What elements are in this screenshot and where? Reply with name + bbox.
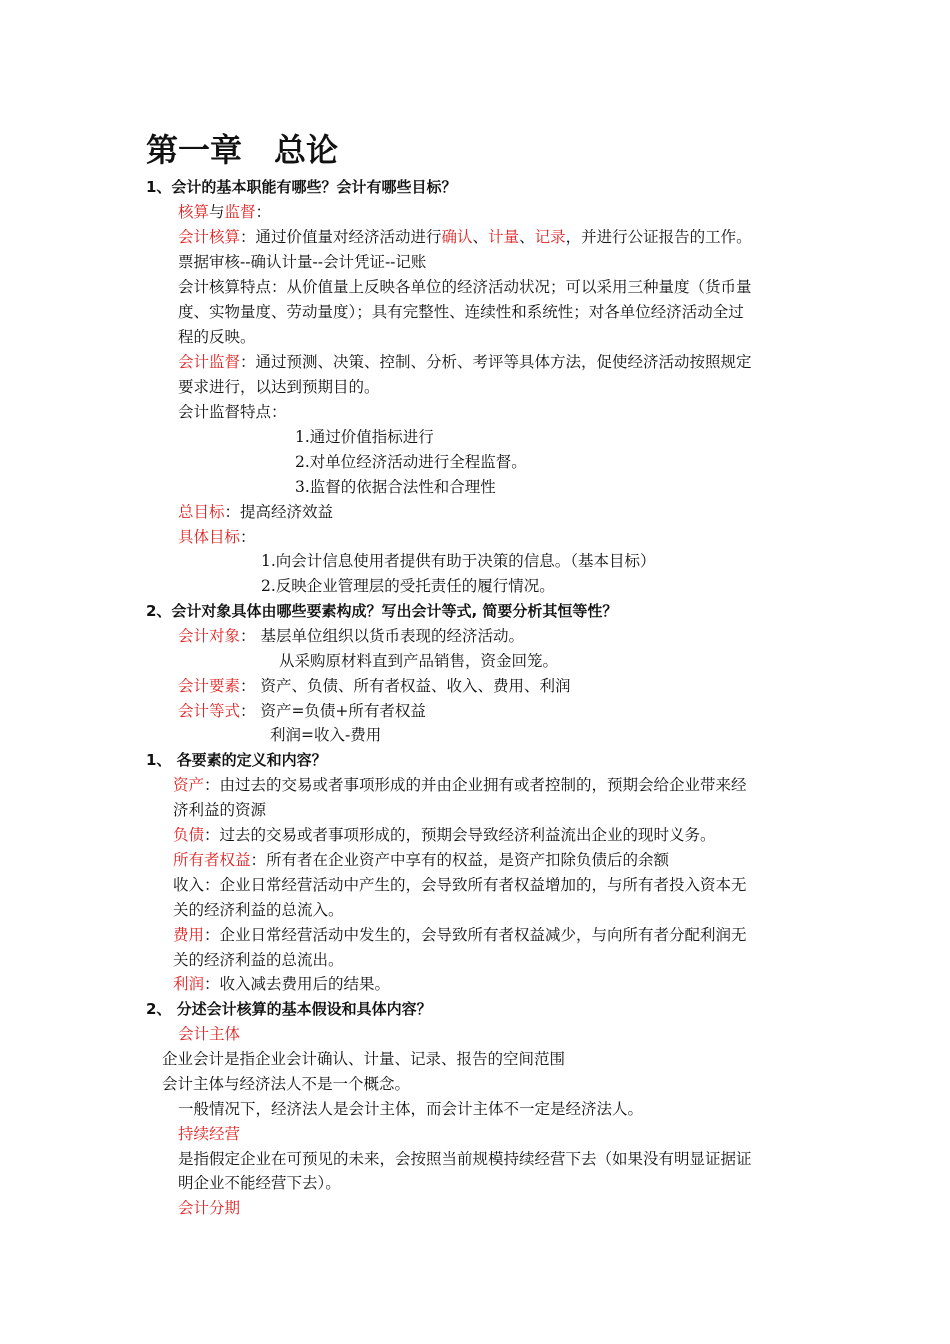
q1-line-15: 1.向会计信息使用者提供有助于决策的信息。（基本目标） <box>261 552 656 570</box>
term-hesuan: 核算 <box>178 203 210 221</box>
text: ： <box>255 203 272 221</box>
q1-line-8: 要求进行，以达到预期目的。 <box>178 378 380 396</box>
q2-line-1 <box>178 625 524 647</box>
q4-line-4: 一般情况下，经济法人是会计主体，而会计主体不一定是经济法人。 <box>178 1100 644 1118</box>
q1-line-9: 会计监督特点： <box>178 403 287 421</box>
text: 与 <box>209 203 225 221</box>
q2-line-5: 利润=收入-费用 <box>270 726 382 744</box>
q3-line-4 <box>173 849 669 871</box>
q1-line-5: 度、实物量度、劳动量度）；具有完整性、连续性和系统性；对各单位经济活动全过 <box>178 303 744 321</box>
q1-line-6: 程的反映。 <box>178 328 256 346</box>
q2-line-3 <box>178 675 570 697</box>
q1-line-3: 票据审核--确认计量--会计凭证--记账 <box>178 253 427 271</box>
term-zong-mubiao: 总目标 <box>178 503 225 521</box>
q1-line-10: 1.通过价值指标进行 <box>295 428 434 446</box>
text: ：由过去的交易或者事项形成的并由企业拥有或者控制的，预期会给企业带来经 <box>204 776 747 794</box>
q3-line-7 <box>173 924 747 946</box>
q4-line-7: 明企业不能经营下去）。 <box>178 1174 341 1192</box>
text: ：通过价值量对经济活动进行 <box>240 228 442 246</box>
q4-line-6: 是指假定企业在可预见的未来，会按照当前规模持续经营下去（如果没有明显证据证 <box>178 1150 752 1168</box>
q1-line-13 <box>178 501 333 523</box>
q3-line-1 <box>173 774 747 796</box>
q1-line-4: 会计核算特点：从价值量上反映各单位的经济活动状况；可以采用三种量度（货币量 <box>178 278 752 296</box>
text: 、 <box>519 228 535 246</box>
question-4-heading: 2、 分述会计核算的基本假设和具体内容？ <box>146 1000 432 1018</box>
term-suoyouzhe-quanyi: 所有者权益 <box>173 851 251 869</box>
term-feiyong: 费用 <box>173 926 205 944</box>
q1-line-16: 2.反映企业管理层的受托责任的履行情况。 <box>261 577 555 595</box>
term-zichan: 资产 <box>173 776 205 794</box>
text: 、 <box>472 228 489 246</box>
q3-line-2: 济利益的资源 <box>173 801 267 819</box>
q1-line-14 <box>178 526 256 548</box>
q4-line-3: 会计主体与经济法人不是一个概念。 <box>162 1075 411 1093</box>
text: ： 资产=负债+所有者权益 <box>240 702 426 720</box>
text: ：收入减去费用后的结果。 <box>204 975 391 993</box>
term-kuaiji-yaosu: 会计要素 <box>178 677 241 695</box>
question-1-heading: 1、会计的基本职能有哪些？会计有哪些目标？ <box>146 178 457 196</box>
term-fuzhai: 负债 <box>173 826 205 844</box>
q3-line-3 <box>173 824 716 846</box>
q4-line-1: 会计主体 <box>178 1025 241 1043</box>
q2-line-2: 从采购原材料直到产品销售，资金回笼。 <box>279 652 559 670</box>
q3-line-9 <box>173 973 390 995</box>
text: ： 基层单位组织以货币表现的经济活动。 <box>240 627 524 645</box>
q3-line-8: 关的经济利益的总流出。 <box>173 951 344 969</box>
q3-line-5: 收入：企业日常经营活动中产生的，会导致所有者权益增加的，与所有者投入资本无 <box>173 876 747 894</box>
q1-line-7 <box>178 351 752 373</box>
term-kuaiji-hesuan: 会计核算 <box>178 228 241 246</box>
term-kuaiji-duixiang: 会计对象 <box>178 627 241 645</box>
text: ：所有者在企业资产中享有的权益，是资产扣除负债后的余额 <box>250 851 670 869</box>
term-juti-mubiao: 具体目标 <box>178 528 241 546</box>
term-kuaiji-dengshi: 会计等式 <box>178 702 241 720</box>
term-jiandu: 监督 <box>224 203 256 221</box>
q1-line-12: 3.监督的依据合法性和合理性 <box>295 478 496 496</box>
term-queren: 确认 <box>441 228 473 246</box>
text: ： <box>240 528 256 546</box>
text: ：企业日常经营活动中发生的，会导致所有者权益减少，与向所有者分配利润无 <box>204 926 747 944</box>
q4-line-5: 持续经营 <box>178 1125 241 1143</box>
text: ：提高经济效益 <box>224 503 334 521</box>
chapter-title: 第一章 总论 <box>146 131 339 169</box>
q3-line-6: 关的经济利益的总流入。 <box>173 901 344 919</box>
q4-line-2: 企业会计是指企业会计确认、计量、记录、报告的空间范围 <box>162 1050 566 1068</box>
text: ： 资产、负债、所有者权益、收入、费用、利润 <box>240 677 571 695</box>
text: ：通过预测、决策、控制、分析、考评等具体方法，促使经济活动按照规定 <box>240 353 752 371</box>
text: ，并进行公证报告的工作。 <box>565 228 752 246</box>
question-3-heading: 1、 各要素的定义和内容？ <box>146 751 327 769</box>
text: ：过去的交易或者事项形成的，预期会导致经济利益流出企业的现时义务。 <box>204 826 716 844</box>
q1-line-1 <box>178 201 271 223</box>
term-jiliang: 计量 <box>488 228 520 246</box>
q2-line-4 <box>178 700 426 722</box>
term-lirun: 利润 <box>173 975 205 993</box>
q4-line-8: 会计分期 <box>178 1199 241 1217</box>
question-2-heading: 2、会计对象具体由哪些要素构成？写出会计等式, 简要分析其恒等性？ <box>146 602 618 620</box>
q1-line-2 <box>178 226 752 248</box>
term-kuaiji-jiandu: 会计监督 <box>178 353 241 371</box>
q1-line-11: 2.对单位经济活动进行全程监督。 <box>295 453 527 471</box>
term-jilu: 记录 <box>534 228 566 246</box>
